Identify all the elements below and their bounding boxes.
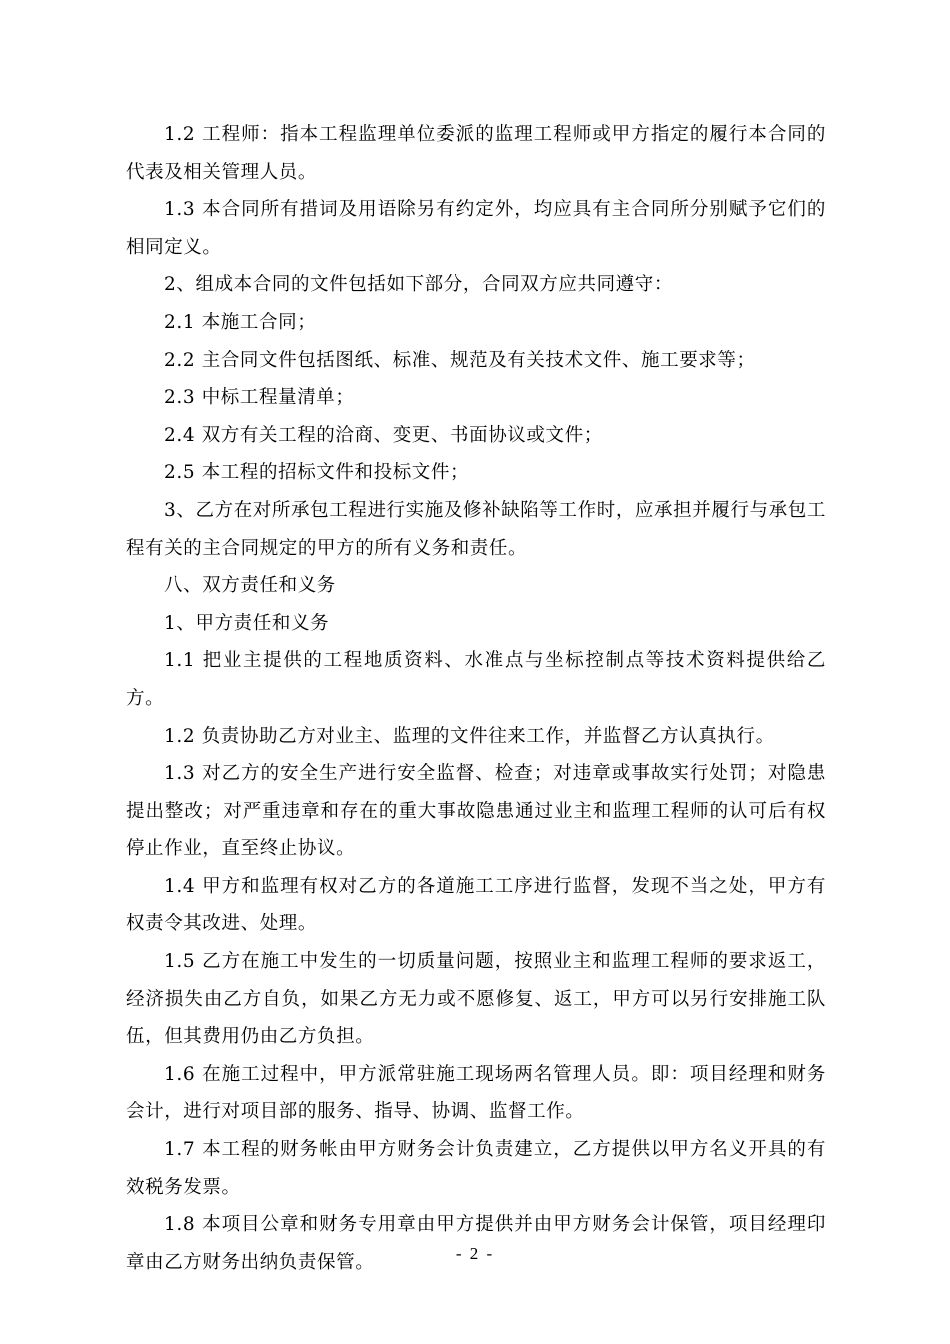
- document-body: [126, 116, 826, 1281]
- clause-2-3: 2.3 中标工程量清单；: [164, 387, 355, 409]
- clause-a-1-3: 1.3 对乙方的安全生产进行安全监督、检查；对违章或事故实行处罚；对隐患提出整改；对严重违章和存在的重大事故隐患通过业主和监理工程师的认可后有权停止作业，直至终止协议。: [126, 763, 826, 860]
- clause-a-1-2: 1.2 负责协助乙方对业主、监理的文件往来工作，并监督乙方认真执行。: [164, 725, 775, 747]
- section-heading-8: 八、双方责任和义务: [164, 575, 336, 597]
- clause-2-4: 2.4 双方有关工程的洽商、变更、书面协议或文件；: [164, 424, 603, 446]
- clause-1-3-definitions: 1.3 本合同所有措词及用语除另有约定外，均应具有主合同所分别赋予它们的相同定义。: [126, 199, 826, 258]
- clause-a-1-7: 1.7 本工程的财务帐由甲方财务会计负责建立，乙方提供以甲方名义开具的有效税务发票。: [126, 1139, 826, 1198]
- clause-a-1-8: 1.8 本项目公章和财务专用章由甲方提供并由甲方财务会计保管，项目经理印章由乙方财务出纳负责保管。: [126, 1214, 826, 1273]
- clause-a-1-4: 1.4 甲方和监理有权对乙方的各道施工工序进行监督，发现不当之处，甲方有权责令其改进、处理。: [126, 875, 826, 935]
- page-number: - 2 -: [455, 1244, 495, 1263]
- clause-2-contract-documents: 2、组成本合同的文件包括如下部分，合同双方应共同遵守：: [164, 274, 673, 296]
- clause-1-2-engineer: 1.2 工程师：指本工程监理单位委派的监理工程师或甲方指定的履行本合同的代表及相关管理人员。: [126, 124, 826, 183]
- clause-a-1-5: 1.5 乙方在施工中发生的一切质量问题，按照业主和监理工程师的要求返工，经济损失由乙方自负，如果乙方无力或不愿修复、返工，甲方可以另行安排施工队伍，但其费用仍由乙方负担。: [126, 951, 826, 1048]
- clause-2-1: 2.1 本施工合同；: [164, 311, 317, 333]
- clause-a-1-6: 1.6 在施工过程中，甲方派常驻施工现场两名管理人员。即：项目经理和财务会计，进行对项目部的服务、指导、协调、监督工作。: [126, 1063, 826, 1123]
- clause-2-2: 2.2 主合同文件包括图纸、标准、规范及有关技术文件、施工要求等；: [164, 349, 756, 371]
- clause-3-obligations: 3、乙方在对所承包工程进行实施及修补缺陷等工作时，应承担并履行与承包工程有关的主合同规定的甲方的所有义务和责任。: [126, 499, 826, 559]
- clause-2-5: 2.5 本工程的招标文件和投标文件；: [164, 462, 470, 484]
- subsection-heading-party-a: 1、甲方责任和义务: [164, 612, 330, 634]
- clause-a-1-1: 1.1 把业主提供的工程地质资料、水准点与坐标控制点等技术资料提供给乙方。: [126, 650, 826, 709]
